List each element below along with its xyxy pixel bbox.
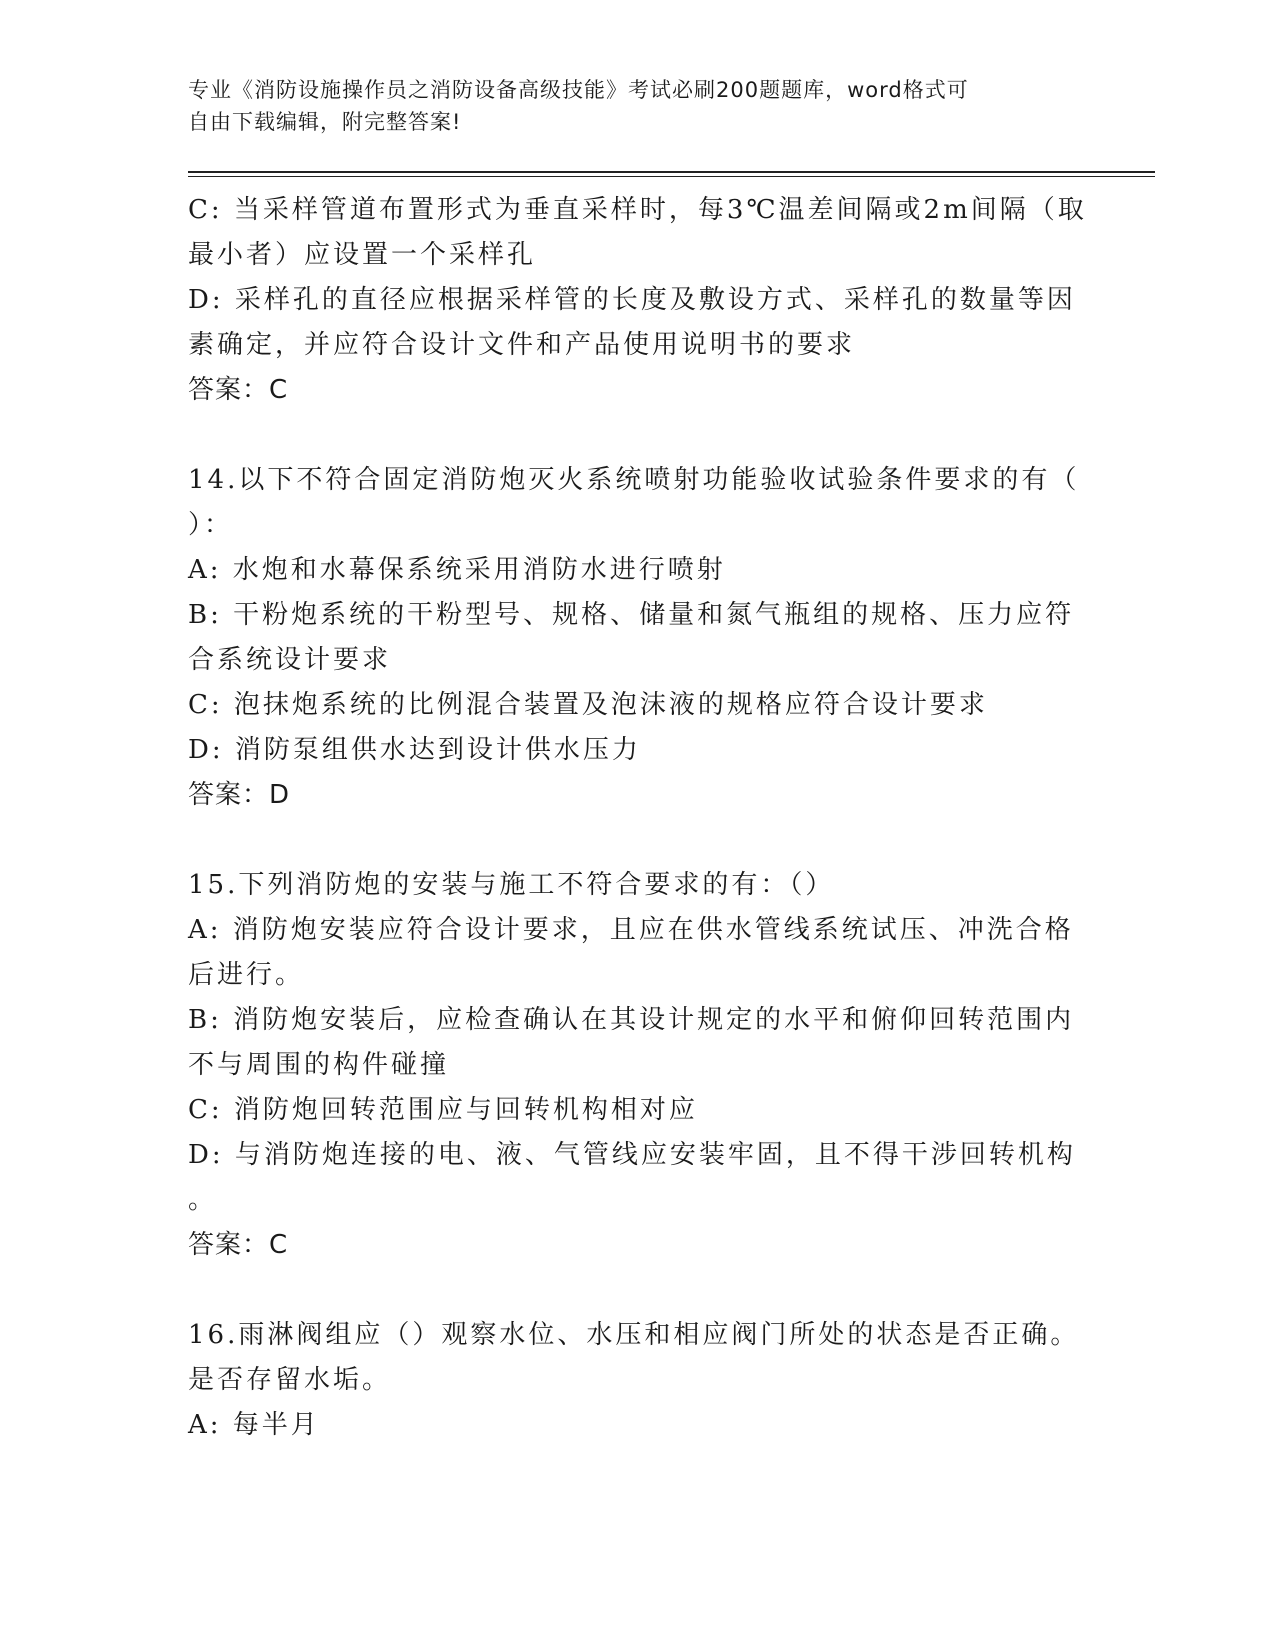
question-content <box>188 188 1088 1448</box>
question-gap <box>188 818 1088 863</box>
text-line: ）： <box>188 510 234 540</box>
text-line: 素确定，并应符合设计文件和产品使用说明书的要求 <box>188 330 856 360</box>
question-gap <box>188 1268 1088 1313</box>
header-divider-thick <box>188 171 1155 173</box>
text-line: 不与周围的构件碰撞 <box>188 1050 450 1080</box>
text-line: D: 消防泵组供水达到设计供水压力 <box>188 735 641 765</box>
text-line: D: 与消防炮连接的电、液、气管线应安装牢固，且不得干涉回转机构 <box>188 1140 1076 1170</box>
text-line: A: 水炮和水幕保系统采用消防水进行喷射 <box>188 555 726 585</box>
text-line: B: 干粉炮系统的干粉型号、规格、储量和氮气瓶组的规格、压力应符 <box>188 600 1075 630</box>
text-line: C: 泡抹炮系统的比例混合装置及泡沫液的规格应符合设计要求 <box>188 690 988 720</box>
text-line: C: 当采样管道布置形式为垂直采样时，每3℃温差间隔或2m间隔（取 <box>188 195 1087 225</box>
text-line: 16.雨淋阀组应（）观察水位、水压和相应阀门所处的状态是否正确。 <box>188 1320 1080 1350</box>
header-line-2: 自由下载编辑，附完整答案! <box>188 110 462 134</box>
text-line: A: 消防炮安装应符合设计要求，且应在供水管线系统试压、冲洗合格 <box>188 915 1074 945</box>
text-line: D: 采样孔的直径应根据采样管的长度及敷设方式、采样孔的数量等因 <box>188 285 1076 315</box>
text-line: 最小者）应设置一个采样孔 <box>188 240 537 270</box>
text-line: 14.以下不符合固定消防炮灭火系统喷射功能验收试验条件要求的有（ <box>188 465 1080 495</box>
text-line: C: 消防炮回转范围应与回转机构相对应 <box>188 1095 698 1125</box>
text-line: A: 每半月 <box>188 1410 320 1440</box>
answer-line: 答案：C <box>188 375 289 405</box>
header-line-1: 专业《消防设施操作员之消防设备高级技能》考试必刷200题题库，word格式可 <box>188 78 969 102</box>
text-line: 15.下列消防炮的安装与施工不符合要求的有：（） <box>188 870 835 900</box>
answer-line: 答案：C <box>188 1230 289 1260</box>
text-line: 后进行。 <box>188 960 305 990</box>
text-line: 是否存留水垢。 <box>188 1365 392 1395</box>
answer-line: 答案：D <box>188 780 291 810</box>
text-line: B: 消防炮安装后，应检查确认在其设计规定的水平和俯仰回转范围内 <box>188 1005 1075 1035</box>
question-gap <box>188 413 1088 458</box>
document-header <box>188 74 1068 138</box>
text-line: 合系统设计要求 <box>188 645 392 675</box>
header-divider-thin <box>188 176 1155 177</box>
text-line: 。 <box>188 1185 218 1215</box>
